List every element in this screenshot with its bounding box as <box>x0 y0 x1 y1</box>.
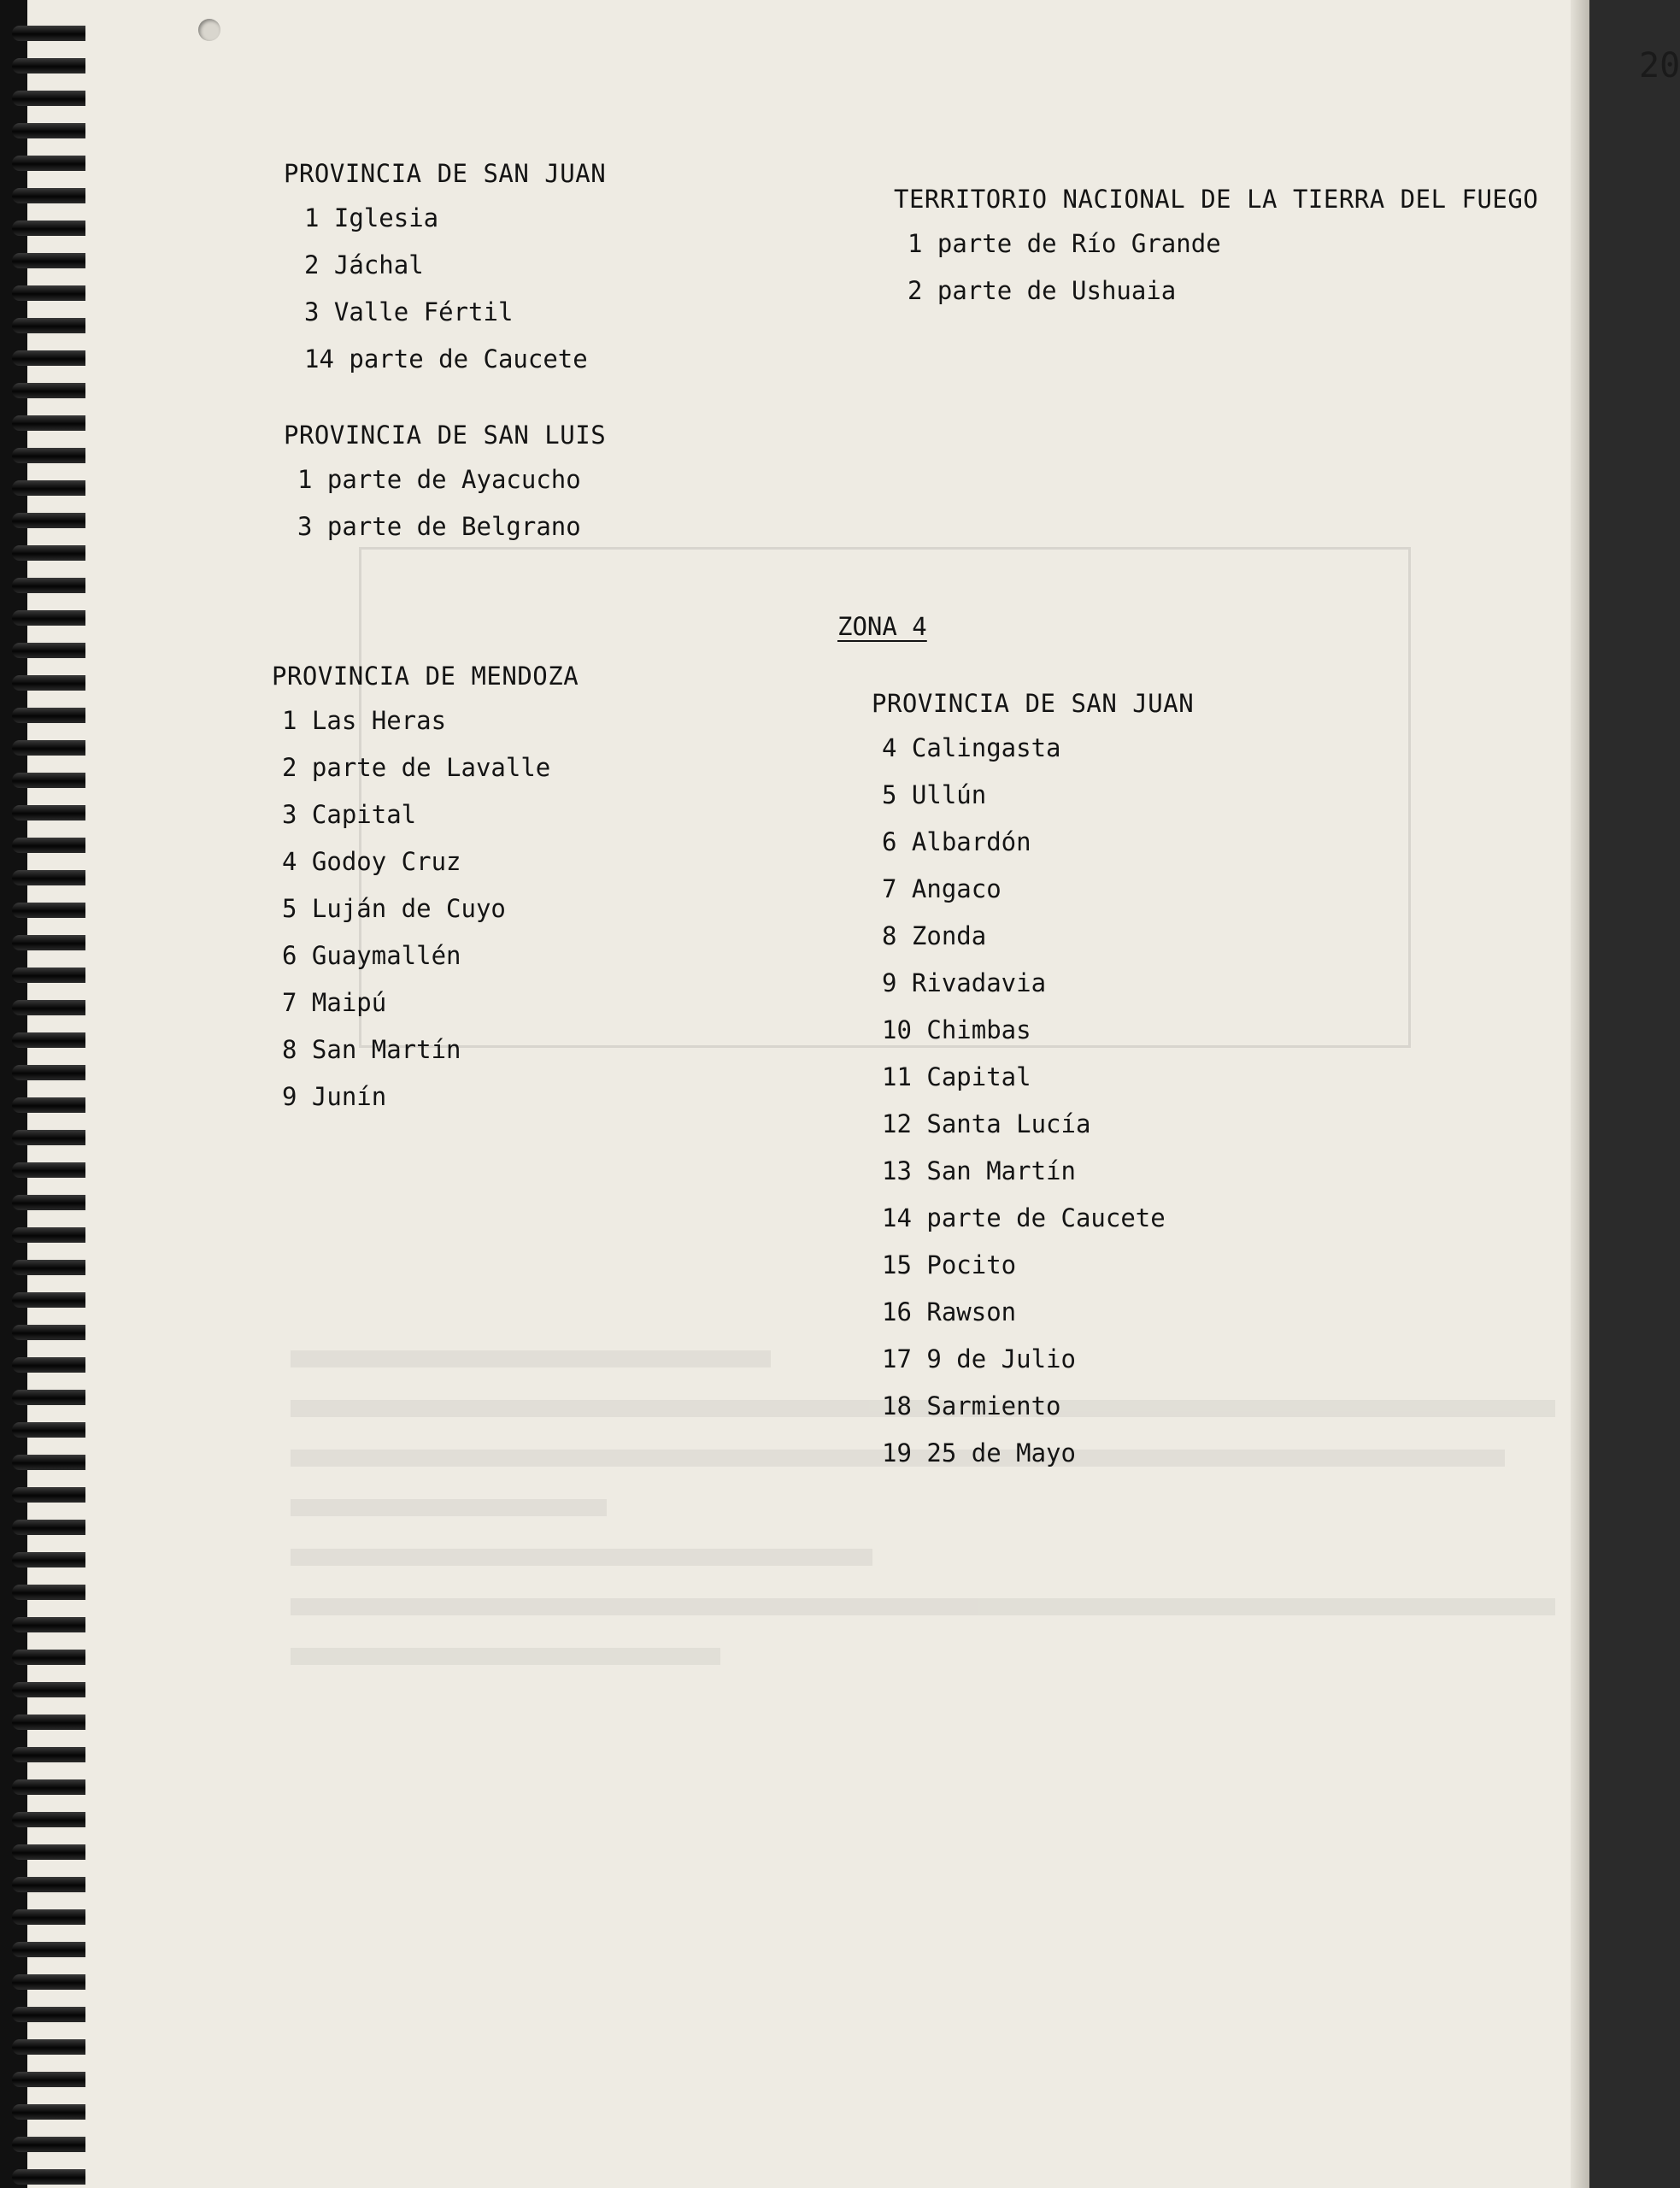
list-item: 16 Rawson <box>882 1297 1017 1326</box>
zona-heading: ZONA 4 <box>837 612 927 641</box>
list-item: 2 parte de Lavalle <box>282 753 551 782</box>
section-san-juan-zona4 <box>872 687 1194 1484</box>
list-item: 1 Las Heras <box>282 706 447 735</box>
list-item: 9 Junín <box>282 1082 387 1111</box>
list-item: 1 Iglesia <box>304 203 439 232</box>
list-item: 6 Guaymallén <box>282 941 461 970</box>
list-item: 8 San Martín <box>282 1035 461 1064</box>
list-item: 18 Sarmiento <box>882 1391 1061 1420</box>
list-item: 3 Valle Fértil <box>304 297 514 326</box>
list-item: 19 25 de Mayo <box>882 1438 1076 1467</box>
list-item: 14 parte de Caucete <box>882 1203 1166 1232</box>
list-item: 12 Santa Lucía <box>882 1109 1091 1138</box>
list-item: 13 San Martín <box>882 1156 1076 1185</box>
list-item: 7 Angaco <box>882 874 1002 903</box>
section-tierra-del-fuego <box>894 183 1538 321</box>
list-item: 7 Maipú <box>282 988 387 1017</box>
page-number: 20 <box>1639 46 1680 85</box>
list-item: 17 9 de Julio <box>882 1344 1076 1373</box>
list-item: 3 Capital <box>282 800 417 829</box>
document-page <box>85 0 1680 2188</box>
section-title: PROVINCIA DE SAN JUAN <box>872 689 1195 718</box>
list-item: 15 Pocito <box>882 1250 1017 1279</box>
list-item: 5 Luján de Cuyo <box>282 894 506 923</box>
section-title: TERRITORIO NACIONAL DE LA TIERRA DEL FUEGO <box>894 185 1539 214</box>
list-item: 6 Albardón <box>882 827 1031 856</box>
list-item: 11 Capital <box>882 1062 1031 1091</box>
section-mendoza <box>272 660 579 1127</box>
section-san-luis <box>284 419 606 557</box>
list-item: 4 Calingasta <box>882 733 1061 762</box>
section-title: PROVINCIA DE SAN JUAN <box>284 159 607 188</box>
list-item: 9 Rivadavia <box>882 968 1047 997</box>
list-item: 1 parte de Río Grande <box>908 229 1221 258</box>
list-item: 2 Jáchal <box>304 250 424 279</box>
section-san-juan <box>284 157 606 390</box>
list-item: 5 Ullún <box>882 780 987 809</box>
spiral-binding <box>0 0 85 2188</box>
list-item: 2 parte de Ushuaia <box>908 276 1177 305</box>
list-item: 10 Chimbas <box>882 1015 1031 1044</box>
list-item: 3 parte de Belgrano <box>297 512 581 541</box>
list-item: 8 Zonda <box>882 921 987 950</box>
list-item: 1 parte de Ayacucho <box>297 465 581 494</box>
section-title: PROVINCIA DE MENDOZA <box>272 662 579 691</box>
punch-hole <box>198 19 220 41</box>
section-title: PROVINCIA DE SAN LUIS <box>284 421 607 450</box>
list-item: 4 Godoy Cruz <box>282 847 461 876</box>
list-item: 14 parte de Caucete <box>304 344 588 373</box>
